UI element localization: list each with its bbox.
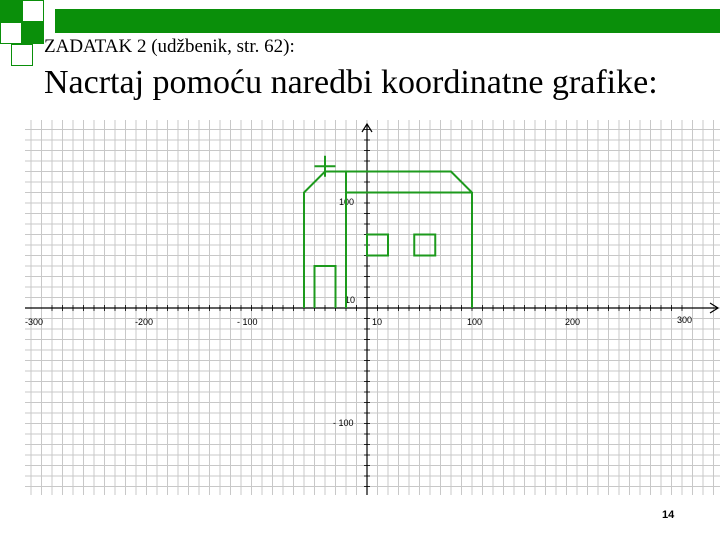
axes	[25, 124, 718, 495]
corner-decoration-square	[11, 44, 33, 66]
x-tick-label: 100	[467, 317, 483, 327]
house-coordinate-drawing	[25, 120, 720, 495]
y-tick-label: - 100	[333, 418, 354, 428]
y-tick-label: 100	[339, 197, 355, 207]
x-tick-label: 10	[372, 317, 383, 327]
title-accent-bar	[55, 9, 720, 33]
x-tick-label: 200	[565, 317, 581, 327]
task-subtitle: ZADATAK 2 (udžbenik, str. 62):	[44, 36, 295, 57]
corner-decoration-square	[0, 22, 22, 44]
corner-decoration-square	[0, 0, 22, 22]
corner-decoration-square	[22, 0, 44, 22]
x-tick-label: -200	[135, 317, 154, 327]
x-tick-label: - 100	[237, 317, 258, 327]
coordinate-grid-figure	[25, 120, 720, 495]
y-tick-label: 10	[345, 295, 356, 305]
page-number: 14	[662, 509, 675, 521]
corner-decoration-square	[22, 22, 44, 44]
slide-title: Nacrtaj pomoću naredbi koordinatne grafike:	[44, 64, 658, 101]
x-tick-label: 300	[677, 315, 693, 325]
x-tick-label: -300	[25, 317, 44, 327]
